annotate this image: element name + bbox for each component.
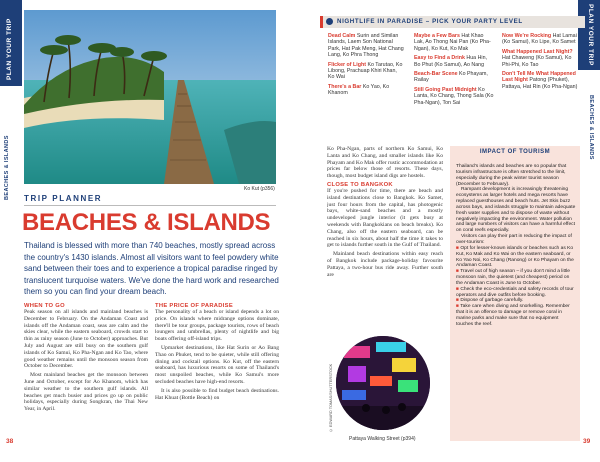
walking-street-photo (336, 336, 430, 430)
section-heading: WHEN TO GO (24, 303, 65, 309)
section-heading: THE PRICE OF PARADISE (155, 303, 234, 309)
nightlife-item: Now We're Rocking Hat Lamai (Ko Samui), Ko Lipe, Ko Samet (502, 33, 577, 46)
left-tab-label: PLAN YOUR TRIP (6, 18, 13, 80)
bullet-item: ■ Take care when diving and snorkelling. Remember that it is an offence to damage or remove coral in marine parks and make sure that no equipment touches the reef. (456, 304, 570, 327)
section-body: Peak season on all islands and mainland beaches is December to February. On the Andaman Coast and islands off the Andaman coast, seas are calm and the skies clear, while the eastern seaboard, crowds start to thin as rainy season (June to October) approaches. But July and August are still busy on the southern gulf islands of Ko Samui, Ko Pha-Ngan and Ko Tao, where good weather remains until the monsoon season from October to December. Most mainland beaches get the monsoon between June and October, except for Ao Khanom, which has similar weather to the southern gulf islands. All beaches get much busier and prices go up on public holidays, especially during Songkran, the Thai New Year, in April. (24, 309, 148, 413)
bullet-item: ■ Dispose of garbage carefully. (456, 298, 524, 304)
nightlife-item: Don't Tell Me What Happened Last Night Patong (Phuket), Pattaya, Hat Rin (Ko Pha-Ngan) (502, 71, 578, 90)
right-side-label: BEACHES & ISLANDS (588, 95, 594, 160)
page-title: BEACHES & ISLANDS (22, 209, 271, 236)
bullet-item: ■ Check the eco-credentials and safety records of tour operators and dive outfits before booking. (456, 286, 574, 298)
section-body: If you're pushed for time, there are beach and island destinations close to Bangkok. Ko Samet, just four hours from the capital, has photogenic bays, white-sand beaches and a mostly undeveloped jungle interior (it gets busy at weekends with Bangkokians on beach breaks). Ko Chang, also off the eastern seaboard, can be reached in six hours, about half the time it takes to get to islands further south in the Gulf of Thailand. Mainland beach destinations within easy reach of Bangkok include package-holiday favourite Pattaya, a two-hour bus ride away. Further south are (327, 187, 443, 278)
left-side-label: BEACHES & ISLANDS (4, 135, 10, 200)
when-to-go-section (24, 303, 148, 415)
right-tab-label: PLAN YOUR TRIP (587, 4, 594, 66)
intro-text: Thailand is blessed with more than 740 beaches, mostly spread across the country's 1430 islands. Almost all visitors want to feel powdery white sand between their toes and to experience a tropical paradise ringed by translucent turquoise waters. We've done the hard work and researched them so you can find your dream beach. (24, 241, 279, 296)
nightlife-column-1 (328, 33, 404, 100)
nightlife-item: There's a Bar Ko Yao, Ko Khanom (328, 83, 390, 97)
nightlife-item: Maybe a Few Bars Hat Khao Lak, Ao Thong Nai Pan (Ko Pha-Ngan), Ko Kut, Ko Mak (414, 33, 491, 52)
beach-pier-illustration (24, 10, 276, 184)
nightlife-item: Flicker of Light Ko Tarutao, Ko Libong, Prachuap Khiri Khan, Ko Wai (328, 61, 403, 81)
left-section-tab (0, 0, 22, 86)
nightlife-column-3 (502, 33, 582, 93)
circle-caption: Pattaya Walking Street (p394) (349, 436, 416, 442)
section-body: Ko Pha-Ngan, parts of northern Ko Samui, Ko Lanta and Ko Chang, and smaller islands like Ko Phayam and Ko Mak offer rustic accommodation at prices far below those of resorts. These days, though, most budget island digs are hostels. (327, 146, 443, 180)
nightlife-column-2 (414, 33, 494, 109)
nightlife-item: What Happened Last Night? Hat Chaweng (Ko Samui), Ko Phi-Phi, Ko Tao (502, 48, 573, 68)
impact-body: Thailand's islands and beaches are so popular that tourism infrastructure is often stretched to the limit, especially during the peak winter tourist season (December to February). Rampant development is increasingly threatening ecosystems as larger hotels and mega resorts have replaced guesthouses and beach huts. Jet Skis buzz across bays, and islands struggle to maintain adequate fresh water supplies and to dispose of waste without negatively impacting the environment. Water pollution and large numbers of visitors can have a harmful effect on coral reefs especially. Visitors can play their part in reducing the impact of over-tourism: ■ Opt for lesser-known islands or beaches such as Ko Kut, Ko Mak and Ko Wai on the eastern seaboard, or Ko Yao Noi, Ko Chang (Ranong) or Ko Phayam on the Andaman Coast. ■ Travel out of high season – if you don't mind a little monsoon rain, the quietest (and cheapest) period on the Andaman Coast is June to October. ■ Check the eco-credentials and safety records of tour operators and dive outfits before booking. ■ Dispose of garbage carefully. ■ Take care when diving and snorkelling. Remember that it is an offence to damage or remove coral in marine parks and make sure that no equipment touches the reef. (456, 164, 576, 327)
beach-photo (24, 10, 276, 184)
section-heading: CLOSE TO BANGKOK (327, 181, 393, 188)
impact-heading: IMPACT OF TOURISM (479, 149, 551, 155)
nightlife-item: Beach-Bar Scene Ko Phayam, Railay (414, 71, 488, 84)
impact-box (450, 146, 580, 441)
bullet-item: ■ Travel out of high season – if you don't mind a little monsoon rain, the quietest (and cheapest) period on the Andaman Coast is June to October. (456, 269, 571, 286)
price-section (155, 303, 279, 443)
right-body (327, 146, 443, 332)
photo-credit: © EDWARD TOMAS/SHUTTERSTOCK (329, 363, 333, 432)
bullet-item: ■ Opt for lesser-known islands or beaches such as Ko Kut, Ko Mak and Ko Wai on the eastern seaboard, or Ko Yao Noi, Ko Chang (Ranong) or Ko Phayam on the Andaman Coast. (456, 245, 574, 269)
nightlife-header (320, 16, 585, 28)
divider (24, 205, 276, 206)
photo-caption: Ko Kut (p356) (244, 186, 275, 192)
trip-planner-label: TRIP PLANNER (24, 194, 103, 203)
nightlife-heading: NIGHTLIFE IN PARADISE – PICK YOUR PARTY LEVEL (337, 18, 523, 25)
nightlife-item: Dead Calm Surin and Similan Islands, Laem Son National Park, Hat Pak Meng, Hat Chang Lang, Ko Phra Thong (328, 33, 404, 59)
neon-street-illustration (336, 336, 430, 430)
section-body: The personality of a beach or island depends a lot on price. On islands where midrange options dominate, there'll be tour groups, package tourists, rows of beach loungers and umbrellas, plenty of nightlife and big boats offering off-island trips. Upmarket destinations, like Hat Surin or Ao Bang Thao on Phuket, tend to be quieter, while still offering dining and cocktail options. Ko Kut, off the eastern seaboard, has luxurious resorts on some of Thailand's most unspoiled beaches, while Ko Samui's more secluded beaches have high-end resorts. It is also possible to find budget beach destinations. Hat Khuat (Bottle Beach) on (155, 309, 279, 401)
nightlife-item: Easy to Find a Drink Hua Hin, Bo Phut (Ko Samui), Ao Nang (414, 55, 488, 68)
moon-icon (326, 18, 333, 25)
nightlife-item: Still Going Past Midnight Ko Lanta, Ko Chang, Thong Sala (Ko Pha-Ngan), Ton Sai (414, 86, 494, 106)
page-number-right: 39 (583, 438, 591, 445)
page-number-left: 38 (6, 438, 14, 445)
